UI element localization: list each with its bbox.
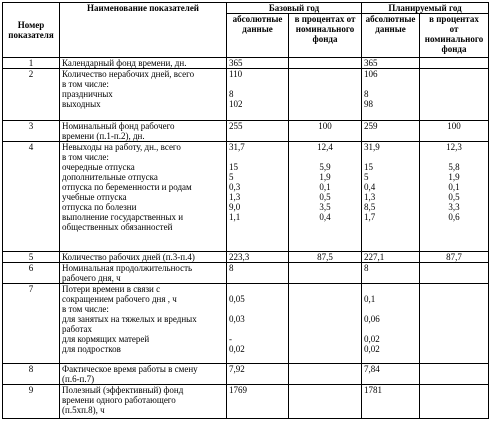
value-line	[422, 263, 486, 273]
indicator-name-line: Количество рабочих дней (п.3-п.4)	[62, 252, 195, 262]
row-number-cell: 1	[3, 58, 60, 69]
indicator-name-line: очередные отпуска	[62, 162, 135, 172]
value-line	[291, 69, 359, 79]
base-percent-cell	[289, 121, 362, 142]
indicator-name-line: для кормящих матерей	[62, 334, 150, 344]
value-line: 102	[229, 99, 243, 109]
indicator-name-line: для подростков	[62, 344, 121, 354]
base-absolute-cell	[227, 263, 289, 284]
value-line: 227,1	[364, 252, 385, 262]
indicator-name-line: времени (п.1-п.2), дн.	[62, 131, 145, 141]
base-percent-cell	[289, 385, 362, 419]
value-line: 0,1	[448, 182, 460, 192]
row-number-cell: 9	[3, 385, 60, 419]
value-line: 31,9	[364, 142, 380, 152]
value-line: 1,7	[364, 212, 376, 222]
value-line	[364, 324, 417, 334]
base-percent-cell	[289, 142, 362, 252]
base-absolute-cell	[227, 69, 289, 121]
value-line: 223,3	[229, 252, 250, 262]
indicator-name-line: Номинальный фонд рабочего	[62, 121, 175, 131]
value-line	[364, 79, 417, 89]
value-line: 8	[229, 263, 234, 273]
value-line	[422, 69, 486, 79]
base-absolute-cell	[227, 58, 289, 69]
header-plan-year: Планируемый год	[362, 3, 489, 14]
value-line: 100	[318, 121, 332, 131]
indicator-name-line: отпуска по беременности и родам	[62, 182, 192, 192]
value-line: 5	[229, 172, 234, 182]
value-line: 1,1	[229, 212, 241, 222]
plan-absolute-cell	[362, 385, 420, 419]
value-line	[229, 304, 286, 314]
plan-percent-cell	[420, 263, 489, 284]
table-row	[3, 263, 489, 284]
value-line: 0,02	[364, 334, 380, 344]
base-percent-cell	[289, 284, 362, 364]
indicator-name-line: Потери времени в связи с	[62, 284, 161, 294]
plan-percent-cell	[420, 58, 489, 69]
value-line	[229, 324, 286, 334]
value-line: 106	[364, 69, 378, 79]
value-line: 8,5	[364, 202, 376, 212]
value-line: 1781	[364, 385, 382, 395]
plan-absolute-cell	[362, 252, 420, 263]
indicator-name-line: (п.6-п.7)	[62, 374, 95, 384]
plan-absolute-cell	[362, 69, 420, 121]
value-line: 259	[364, 121, 378, 131]
plan-absolute-cell	[362, 58, 420, 69]
indicator-name-cell	[60, 263, 227, 284]
indicator-name-line: Невыходы на работу, дн., всего	[62, 142, 181, 152]
plan-percent-cell	[420, 142, 489, 252]
value-line: 0,4	[364, 182, 376, 192]
value-line: -	[229, 334, 232, 344]
plan-percent-cell	[420, 364, 489, 385]
row-number-cell: 7	[3, 284, 60, 364]
value-line: 8	[364, 263, 369, 273]
indicator-name-line: в том числе:	[62, 79, 109, 89]
base-absolute-cell	[227, 284, 289, 364]
row-number-cell: 8	[3, 364, 60, 385]
table-row	[3, 121, 489, 142]
table-row	[3, 58, 489, 69]
value-line: 31,7	[229, 142, 245, 152]
value-line: 0,02	[364, 344, 380, 354]
value-line: 365	[364, 58, 378, 68]
value-line: 1,3	[364, 192, 376, 202]
indicator-name-line: времени одного работающего	[62, 395, 176, 405]
value-line: 0,06	[364, 314, 380, 324]
value-line: 1,9	[319, 172, 331, 182]
value-line: 15	[229, 162, 238, 172]
row-number-cell: 2	[3, 69, 60, 121]
value-line: 0,1	[319, 182, 331, 192]
header-name: Наименование показателей	[60, 3, 227, 58]
value-line	[291, 263, 359, 273]
indicator-name-line: для занятых на тяжелых и вредных	[62, 314, 197, 324]
indicator-name-line: выполнение государственных и	[62, 212, 184, 222]
value-line: 87,5	[317, 252, 333, 262]
value-line: 100	[447, 121, 461, 131]
value-line: 15	[364, 162, 373, 172]
header-base-year: Базовый год	[227, 3, 362, 14]
value-line: 98	[364, 99, 373, 109]
indicator-name-cell	[60, 284, 227, 364]
base-absolute-cell	[227, 142, 289, 252]
value-line: 0,5	[319, 192, 331, 202]
row-number-cell: 6	[3, 263, 60, 284]
value-line: 0,05	[229, 294, 245, 304]
header-base-absolute: абсолютные данные	[227, 14, 289, 58]
row-number-cell: 5	[3, 252, 60, 263]
value-line	[229, 222, 286, 232]
value-line: 0,02	[229, 344, 245, 354]
indicator-name-line: Фактическое время работы в смену	[62, 364, 198, 374]
value-line: 5,9	[319, 162, 331, 172]
value-line: 12,4	[317, 142, 333, 152]
value-line: 255	[229, 121, 243, 131]
value-line	[291, 152, 359, 162]
indicator-name-line: дополнительные отпуска	[62, 172, 158, 182]
value-line: 0,5	[448, 192, 460, 202]
row-number-cell: 4	[3, 142, 60, 252]
base-absolute-cell	[227, 385, 289, 419]
base-absolute-cell	[227, 252, 289, 263]
value-line: 365	[229, 58, 243, 68]
header-base-percent: в процентах от номинального фонда	[289, 14, 362, 58]
value-line	[422, 152, 486, 162]
plan-percent-cell	[420, 69, 489, 121]
value-line: 7,84	[364, 364, 380, 374]
value-line	[422, 364, 486, 374]
value-line: 8	[364, 89, 369, 99]
value-line	[291, 222, 359, 232]
indicator-name-line: в том числе:	[62, 152, 109, 162]
indicator-name-cell	[60, 58, 227, 69]
header-number: Номер показателя	[3, 3, 60, 58]
value-line	[364, 152, 417, 162]
base-absolute-cell	[227, 121, 289, 142]
value-line: 0,3	[229, 182, 241, 192]
value-line	[422, 58, 486, 68]
indicator-name-line: выходных	[62, 99, 101, 109]
plan-percent-cell	[420, 121, 489, 142]
indicator-name-cell	[60, 385, 227, 419]
table-row	[3, 142, 489, 252]
value-line: 0,03	[229, 314, 245, 324]
indicator-name-line: (п.5хп.8), ч	[62, 405, 105, 415]
plan-absolute-cell	[362, 263, 420, 284]
indicator-name-line: Номинальная продолжительность	[62, 263, 193, 273]
plan-percent-cell	[420, 252, 489, 263]
base-percent-cell	[289, 58, 362, 69]
value-line: 1769	[229, 385, 247, 395]
value-line: 7,92	[229, 364, 245, 374]
document-page	[2, 2, 488, 419]
indicator-name-line: Календарный фонд времени, дн.	[62, 58, 187, 68]
table-row	[3, 364, 489, 385]
table-row	[3, 284, 489, 364]
value-line: 3,5	[319, 202, 331, 212]
indicator-name-line: учебные отпуска	[62, 192, 127, 202]
indicator-name-cell	[60, 69, 227, 121]
indicator-name-line: отпуска по болезни	[62, 202, 137, 212]
indicator-name-line: работах	[62, 324, 92, 334]
value-line: 110	[229, 69, 243, 79]
indicator-name-cell	[60, 142, 227, 252]
value-line: 0,4	[319, 212, 331, 222]
value-line	[422, 222, 486, 232]
value-line	[422, 284, 486, 294]
table-row	[3, 252, 489, 263]
value-line: 9,0	[229, 202, 241, 212]
value-line	[291, 385, 359, 395]
row-number-cell: 3	[3, 121, 60, 142]
value-line	[364, 304, 417, 314]
value-line: 12,3	[446, 142, 462, 152]
value-line	[291, 364, 359, 374]
indicator-name-line: Полезный (эффективный) фонд	[62, 385, 184, 395]
table-row	[3, 385, 489, 419]
base-percent-cell	[289, 364, 362, 385]
value-line	[229, 79, 286, 89]
value-line	[291, 58, 359, 68]
base-percent-cell	[289, 263, 362, 284]
plan-percent-cell	[420, 284, 489, 364]
indicator-name-cell	[60, 252, 227, 263]
header-plan-percent: в процентах от номинального фонда	[420, 14, 489, 58]
indicator-name-line: праздничных	[62, 89, 113, 99]
plan-absolute-cell	[362, 121, 420, 142]
header-row-top	[3, 3, 489, 14]
value-line: 5	[364, 172, 369, 182]
value-line: 3,3	[448, 202, 460, 212]
indicator-name-cell	[60, 121, 227, 142]
indicator-name-line: в том числе:	[62, 304, 109, 314]
value-line	[364, 222, 417, 232]
base-absolute-cell	[227, 364, 289, 385]
value-line: 0,1	[364, 294, 376, 304]
header-plan-absolute: абсолютные данные	[362, 14, 420, 58]
indicator-name-line: общественных обязанностей	[62, 222, 173, 232]
indicator-name-line: Количество нерабочих дней, всего	[62, 69, 195, 79]
value-line: 87,7	[446, 252, 462, 262]
indicator-name-line: рабочего дня, ч	[62, 273, 121, 283]
base-percent-cell	[289, 252, 362, 263]
value-line	[229, 152, 286, 162]
plan-absolute-cell	[362, 284, 420, 364]
base-percent-cell	[289, 69, 362, 121]
plan-absolute-cell	[362, 364, 420, 385]
indicator-name-cell	[60, 364, 227, 385]
value-line: 0,6	[448, 212, 460, 222]
table-row	[3, 69, 489, 121]
value-line	[364, 284, 417, 294]
value-line	[229, 284, 286, 294]
value-line: 1,3	[229, 192, 241, 202]
value-line	[291, 284, 359, 294]
indicator-name-line: сокращением рабочего дня , ч	[62, 294, 177, 304]
plan-absolute-cell	[362, 142, 420, 252]
value-line: 5,8	[448, 162, 460, 172]
value-line	[422, 385, 486, 395]
value-line: 8	[229, 89, 234, 99]
plan-percent-cell	[420, 385, 489, 419]
value-line: 1,9	[448, 172, 460, 182]
working-time-fund-table	[2, 2, 489, 419]
